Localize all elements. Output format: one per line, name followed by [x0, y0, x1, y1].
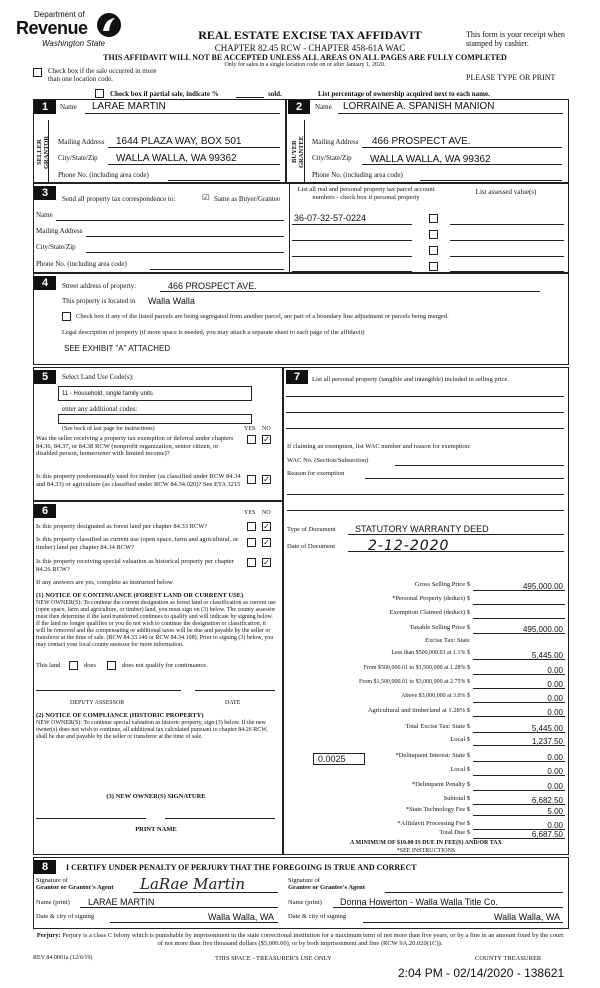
s6-q3-yes[interactable] — [247, 558, 256, 567]
form-revision: REV 84 0001a (12/6/19) — [33, 955, 93, 961]
dor-logo — [14, 8, 129, 52]
additional-codes-input[interactable] — [58, 414, 252, 424]
legal-description-label: Legal description of property (if more space is needed, you may attach a separate sheet to each page of the affidavit) — [62, 329, 365, 336]
calc-value[interactable]: 6,687.50 — [531, 830, 563, 839]
s6-q2-no[interactable]: ✓ — [263, 538, 270, 547]
buyer-mailing[interactable]: 466 PROSPECT AVE. — [372, 136, 471, 147]
parcel-personal-checkbox-1[interactable] — [429, 214, 438, 223]
seller-side-label: SELLER GRANTOR — [36, 135, 50, 169]
section-8-number: 8 — [34, 860, 56, 874]
s6-q3-no[interactable]: ✓ — [263, 558, 270, 567]
please-type: PLEASE TYPE OR PRINT — [466, 73, 556, 82]
calc-value[interactable]: 5,445.00 — [531, 651, 563, 660]
parcel-personal-checkbox-2[interactable] — [429, 230, 438, 239]
calc-label: *Personal Property (deduct) $ — [392, 595, 470, 602]
s5-question-2: Is this property predominantly used for timber (as classified under RCW 84.34 and 84.33) or agriculture (as classified under RCW 84.34.020)? See ETA 3215 — [36, 473, 241, 488]
section-1-number: 1 — [34, 100, 56, 114]
calc-label: *Delinquent Penalty $ — [411, 781, 470, 788]
multi-location-checkbox[interactable] — [33, 68, 42, 77]
partial-sale-checkbox[interactable] — [95, 89, 104, 98]
calc-label: Above $3,000,000 at 3.0% $ — [401, 693, 470, 699]
only-for-line: Only for sales in a single location code on or after January 1, 2020. — [224, 62, 386, 68]
s6-q1-no[interactable]: ✓ — [263, 522, 270, 531]
s6-question-3: Is this property receiving special valuation as historical property per chapter 84.26 RCW? — [36, 558, 234, 573]
calc-label: *Delinquent Interest: State $ — [395, 752, 470, 759]
calc-value[interactable]: 0.00 — [547, 680, 563, 689]
property-street[interactable]: 466 PROSPECT AVE. — [168, 281, 257, 291]
s5-q2-yes[interactable] — [247, 475, 256, 484]
same-as-checkbox[interactable]: ☑ — [202, 193, 210, 202]
grantor-print-name[interactable]: LARAE MARTIN — [88, 897, 155, 907]
document-type[interactable]: STATUTORY WARRANTY DEED — [355, 524, 489, 534]
calc-label: *State Technology Fee $ — [405, 806, 470, 813]
calc-label: Less than $500,000.01 at 1.1% $ — [391, 650, 470, 656]
parcel-personal-checkbox-4[interactable] — [429, 262, 438, 271]
section-6 — [33, 501, 283, 855]
same-as-label: Same as Buyer/Grantee — [214, 195, 281, 203]
segregated-checkbox[interactable] — [62, 312, 71, 321]
send-correspondence-label: Send all property tax correspondence to: — [62, 195, 176, 203]
receipt-note: This form is your receipt when stamped by cashier. — [466, 30, 565, 48]
section-2-number: 2 — [288, 100, 310, 114]
land-does-not-checkbox[interactable] — [107, 661, 116, 670]
seller-mailing[interactable]: 1644 PLAZA WAY, BOX 501 — [116, 136, 242, 147]
calc-label: *Affidavit Processing Fee $ — [397, 820, 470, 827]
calc-value[interactable]: 5.00 — [547, 807, 563, 816]
partial-sale-label: Check box if partial sale, indicate % — [110, 90, 219, 98]
warning-line: THIS AFFIDAVIT WILL NOT BE ACCEPTED UNLESS ALL AREAS ON ALL PAGES ARE FULLY COMPLETED — [103, 53, 507, 62]
calc-value[interactable]: 0.00 — [547, 753, 563, 762]
s5-q1-no[interactable]: ✓ — [263, 435, 270, 444]
calc-label: Taxable Selling Price $ — [409, 624, 470, 631]
calc-label: Subtotal $ — [443, 795, 470, 802]
calc-label: Gross Selling Price $ — [414, 581, 470, 588]
certify-statement: I CERTIFY UNDER PENALTY OF PERJURY THAT THE FOREGOING IS TRUE AND CORRECT — [66, 863, 417, 872]
parcel-number[interactable]: 36-07-32-57-0224 — [294, 213, 367, 223]
dept-line: Department of — [34, 10, 85, 19]
s5-q1-yes[interactable] — [247, 435, 256, 444]
calc-value[interactable]: 0.00 — [547, 666, 563, 675]
notice-1-body: NEW OWNER(S): To continue the current designation as forest land or classification as current use (open space, farm and agriculture, or timber) land, you must sign on (3) below. The county assessor must then determine if the land transferred continues to qualify and will indicate by signing below. If the land no longer qualifies or you do not wish to continue the designation or classification, it will be removed and the compensating or additional taxes will be due and payable by the seller or transferor at the time of sale. (RCW 84.33.140 or RCW 84.34.108). Prior to signing (3) below, you may contact your local county assessor for more information. — [36, 600, 276, 648]
section-4-number: 4 — [34, 276, 56, 290]
calc-label: Local $ — [450, 766, 470, 773]
calc-label: Excise Tax: State — [425, 637, 470, 644]
s6-q1-yes[interactable] — [247, 522, 256, 531]
calc-label: Total Due $ — [439, 829, 470, 836]
treasurer-stamp: 2:04 PM - 02/14/2020 - 138621 — [398, 966, 565, 980]
buyer-side-label: BUYER GRANTEE — [291, 135, 305, 169]
notice-2-body: NEW OWNER(S): To continue special valuation as historic property, sign (3) below. If the new owner(s) does not wish to continue, all additional tax calculated pursuant to chapter 84.26 RCW, shall be due and payable by the seller or transferor at the time of sale. — [36, 720, 268, 740]
calc-value[interactable]: 6,682.50 — [531, 796, 563, 805]
legal-description[interactable]: SEE EXHIBIT "A" ATTACHED — [64, 344, 171, 353]
grantor-date-city[interactable]: Walla Walla, WA — [207, 912, 274, 922]
dept-state: Washington State — [42, 39, 106, 48]
perjury-note: Perjury: Perjury is a class C felony which is punishable by imprisonment in the state correctional institution for a maximum term of not more than five years, or by a fine in an amount fixed by the court of not more than five thousand dollars ($5,000.00), or by both imprisonment and fine (RCW 9A.20.020(1C)). — [36, 932, 564, 947]
land-use-value: 11 - Household, single family units — [62, 391, 153, 397]
calc-label: From $1,500,000.01 to $3,000,000 at 2.75% $ — [359, 679, 470, 685]
section-5-number: 5 — [34, 370, 56, 384]
s5-q2-no[interactable]: ✓ — [263, 475, 270, 484]
sold-label: sold. — [268, 90, 282, 98]
assessed-header: List assessed value(s) — [475, 188, 537, 196]
section-3-number: 3 — [34, 186, 56, 200]
parcel-header: List all real and personal property tax parcel account numbers - check box if personal property — [297, 186, 435, 201]
calc-value[interactable]: 1,237.50 — [531, 737, 563, 746]
segregated-label: Check box if any of the listed parcels are being segregated from another parcel, are part of a boundary line adjustment or parcels being merged. — [76, 313, 449, 320]
s6-question-1: Is this property designated as forest land per chapter 84.33 RCW? — [36, 523, 208, 530]
dept-name: Revenue — [16, 18, 88, 38]
calc-value[interactable]: 0.00 — [547, 767, 563, 776]
document-date[interactable]: 2-12-2020 — [368, 538, 450, 554]
form-title: REAL ESTATE EXCISE TAX AFFIDAVIT — [198, 28, 422, 42]
calc-value[interactable]: 0.00 — [547, 782, 563, 791]
calc-value[interactable]: 0.00 — [547, 821, 563, 830]
calc-label: Exemption Claimed (deduct) $ — [389, 609, 470, 616]
dor-emblem-icon — [96, 12, 122, 38]
section-6-number: 6 — [34, 504, 56, 518]
list-percentage-label: List percentage of ownership acquired next to each name. — [318, 90, 490, 98]
local-rate: 0.0025 — [318, 754, 346, 764]
buyer-name[interactable]: LORRAINE A. SPANISH MANION — [343, 101, 495, 112]
treasurer-space: THIS SPACE - TREASURER'S USE ONLY — [215, 955, 332, 962]
s6-q2-yes[interactable] — [247, 538, 256, 547]
grantee-date-city[interactable]: Walla Walla, WA — [493, 912, 560, 922]
calc-label: Agricultural and timberland at 1.28% $ — [367, 707, 470, 714]
s5-question-1: Was the seller receiving a property tax exemption or deferral under chapters 84.36, 84.37, or 84.38 RCW (nonprofit organization, senior citizen, or disabled person, homeowner with limited income)? — [36, 435, 234, 457]
calc-value[interactable]: 0.00 — [547, 694, 563, 703]
parcel-personal-checkbox-3[interactable] — [429, 246, 438, 255]
buyer-city[interactable]: WALLA WALLA, WA 99362 — [370, 154, 491, 165]
section-7-number: 7 — [286, 370, 308, 384]
seller-city[interactable]: WALLA WALLA, WA 99362 — [116, 153, 237, 164]
multi-location-label: Check box if the sale occurred in more than one location code. — [48, 67, 157, 83]
calc-label: Total Excise Tax: State $ — [405, 723, 470, 730]
grantee-print-name[interactable]: Donna Howerton - Walla Walla Title Co. — [340, 897, 498, 907]
land-does-checkbox[interactable] — [69, 661, 78, 670]
form-chapter: CHAPTER 82.45 RCW - CHAPTER 458-61A WAC — [214, 43, 406, 53]
calc-label: Local $ — [450, 736, 470, 743]
grantor-signature[interactable]: LaRae Martin — [140, 875, 246, 893]
seller-name[interactable]: LARAE MARTIN — [92, 101, 166, 112]
notice-1-title: (1) NOTICE OF CONTINUANCE (FOREST LAND OR CURRENT USE) — [36, 592, 244, 599]
calc-label: From $500,000.01 to $1,500,000 at 1.28% $ — [363, 665, 470, 671]
calc-value[interactable]: 495,000.00 — [522, 625, 563, 634]
county-treasurer: COUNTY TREASURER — [475, 955, 542, 962]
calc-value[interactable]: 5,445.00 — [531, 724, 563, 733]
property-location[interactable]: Walla Walla — [148, 296, 195, 306]
calc-value[interactable]: 0.00 — [547, 708, 563, 717]
calc-value[interactable]: 495,000.00 — [522, 582, 563, 591]
s6-question-2: Is this property classified as current use (open space, farm and agricultural, or timber) land per chapter 84.34 RCW? — [36, 536, 239, 551]
notice-2-title: (2) NOTICE OF COMPLIANCE (HISTORIC PROPERTY) — [36, 712, 204, 719]
